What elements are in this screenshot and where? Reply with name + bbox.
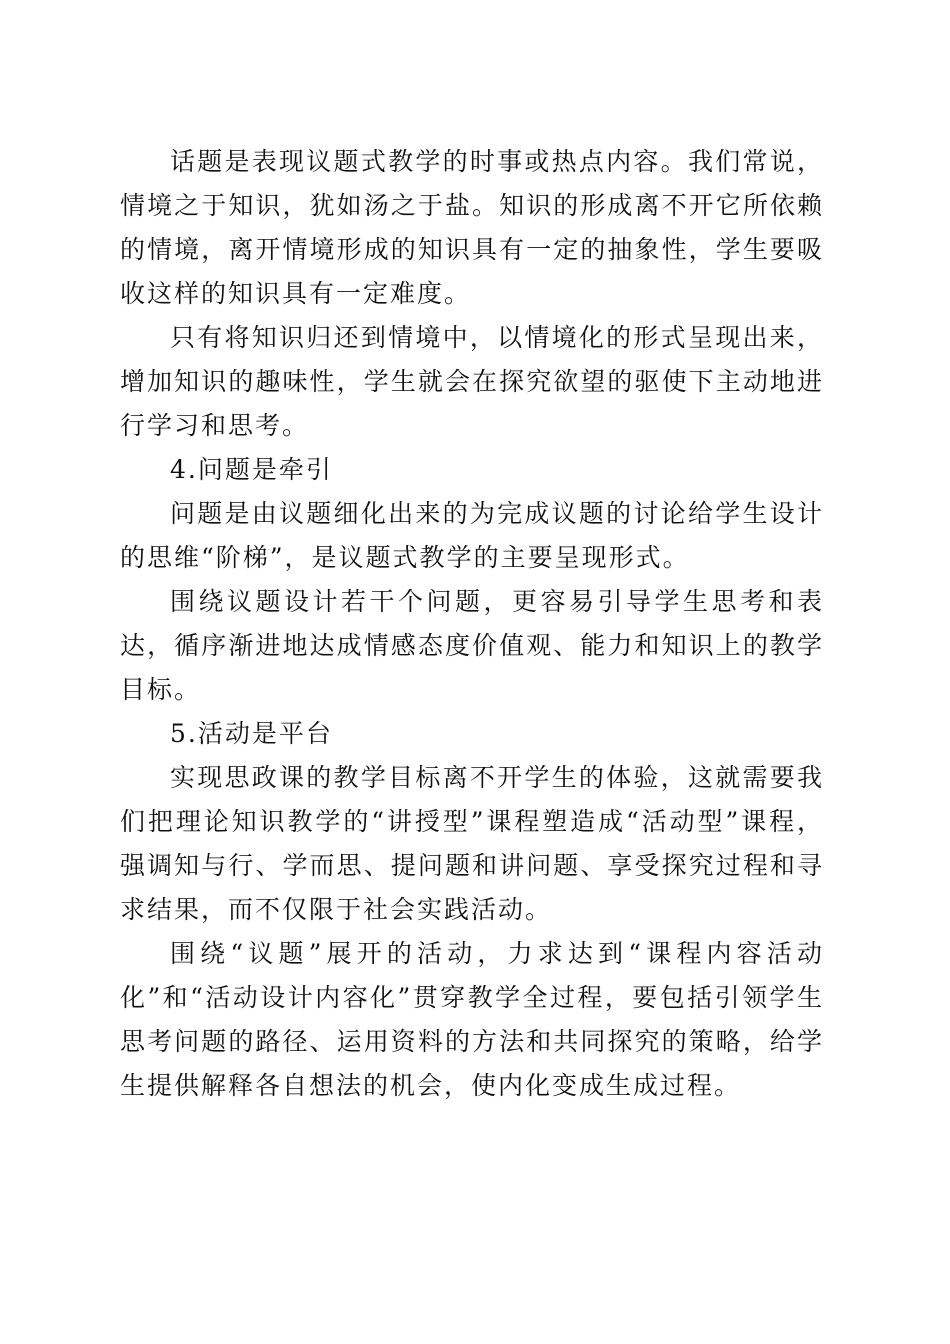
- paragraph-activity-course: 实现思政课的教学目标离不开学生的体验，这就需要我们把理论知识教学的“讲授型”课程塑造成“活动型”课程，强调知与行、学而思、提问题和讲问题、享受探究过程和寻求结果，而不仅限于社会实践活动。: [120, 763, 824, 924]
- paragraph-activity-process: 围绕“议题”展开的活动，力求达到“课程内容活动化”和“活动设计内容化”贯穿教学全过程，要包括引领学生思考问题的路径、运用资料的方法和共同探究的策略，给学生提供解释各自想法的机会，使内化变成生成过程。: [120, 939, 824, 1100]
- document-body: [120, 140, 824, 1108]
- section-heading-activity: 5.活动是平台: [170, 719, 333, 748]
- paragraph-problem-design: 围绕议题设计若干个问题，更容易引导学生思考和表达，循序渐进地达成情感态度价值观、能力和知识上的教学目标。: [120, 587, 824, 704]
- paragraph-topic-definition: 话题是表现议题式教学的时事或热点内容。我们常说，情境之于知识，犹如汤之于盐。知识的形成离不开它所依赖的情境，离开情境形成的知识具有一定的抽象性，学生要吸收这样的知识具有一定难度。: [120, 147, 824, 308]
- paragraph-knowledge-context: 只有将知识归还到情境中，以情境化的形式呈现出来，增加知识的趣味性，学生就会在探究欲望的驱使下主动地进行学习和思考。: [120, 323, 824, 440]
- paragraph-problem-definition: 问题是由议题细化出来的为完成议题的讨论给学生设计的思维“阶梯”，是议题式教学的主要呈现形式。: [120, 499, 824, 572]
- section-heading-problem: 4.问题是牵引: [170, 455, 333, 484]
